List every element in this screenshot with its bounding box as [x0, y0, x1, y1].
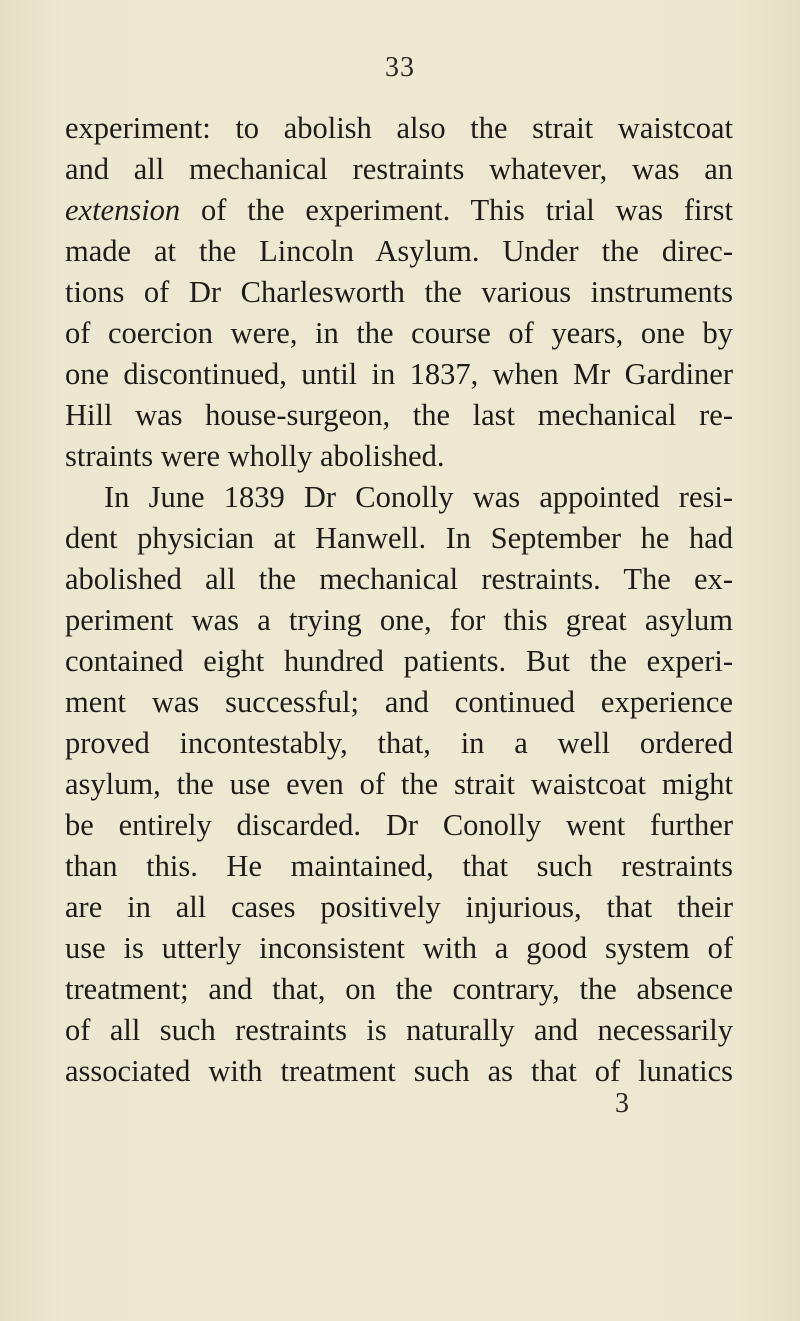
text-line-22: treatment; and that, on the contrary, the absence [65, 972, 733, 1006]
text-line-11: dent physician at Hanwell. In September he had [65, 521, 733, 555]
italic-term: extension [65, 193, 181, 227]
text-line-5: tions of Dr Charlesworth the various instruments [65, 275, 733, 309]
text-line-15: ment was successful; and continued experience [65, 685, 733, 719]
text-line-1: experiment: to abolish also the strait waistcoat [65, 111, 733, 145]
text-line-3 [65, 190, 733, 231]
page-number: 33 [385, 52, 415, 83]
text-line-8: Hill was house-surgeon, the last mechanical re- [65, 398, 733, 432]
text-line-20: are in all cases positively injurious, that their [65, 890, 733, 924]
text-line-17: asylum, the use even of the strait waistcoat might [65, 767, 733, 801]
text-line-2: and all mechanical restraints whatever, was an [65, 152, 733, 186]
text-line-14: contained eight hundred patients. But the experi- [65, 644, 733, 678]
text-line-23: of all such restraints is naturally and necessarily [65, 1013, 733, 1047]
text-line-6: of coercion were, in the course of years, one by [65, 316, 733, 350]
text-line-16: proved incontestably, that, in a well ordered [65, 726, 733, 760]
body-text [65, 108, 733, 1092]
text-line-9: straints were wholly abolished. [65, 439, 445, 473]
text-line-13: periment was a trying one, for this great asylum [65, 603, 733, 637]
text-line-12: abolished all the mechanical restraints. The ex- [65, 562, 733, 596]
text-line-19: than this. He maintained, that such restraints [65, 849, 733, 883]
text-line-3-rest: of the experiment. This trial was first [180, 193, 733, 227]
text-line-18: be entirely discarded. Dr Conolly went further [65, 808, 733, 842]
text-line-4: made at the Lincoln Asylum. Under the direc- [65, 234, 733, 268]
text-line-7: one discontinued, until in 1837, when Mr Gardiner [65, 357, 733, 391]
text-line-24: associated with treatment such as that of lunatics [65, 1054, 733, 1088]
text-line-21: use is utterly inconsistent with a good system of [65, 931, 733, 965]
text-line-10: In June 1839 Dr Conolly was appointed resi- [104, 480, 733, 514]
signature-mark: 3 [615, 1088, 629, 1119]
